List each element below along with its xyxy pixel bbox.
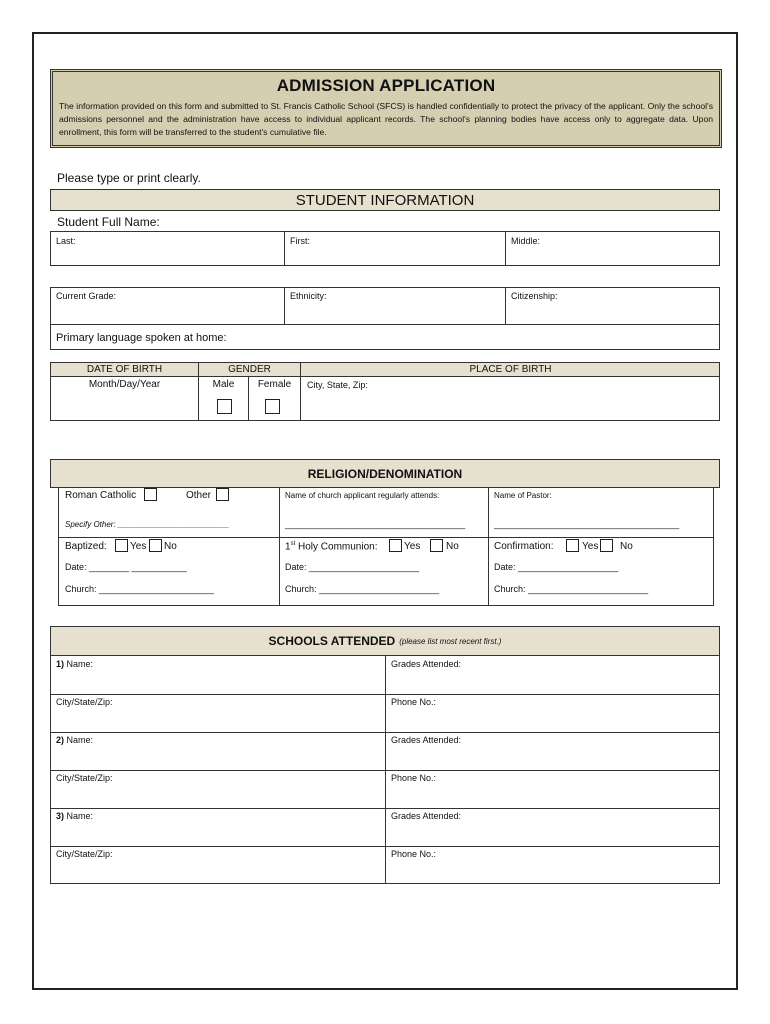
female-checkbox[interactable] [265, 399, 280, 414]
pob-label: City, State, Zip: [307, 380, 368, 390]
divider [50, 770, 720, 771]
divider [50, 324, 720, 325]
divider [284, 287, 285, 324]
school-1-grades-field[interactable] [391, 659, 716, 691]
church-attends-field[interactable]: ____________________________________ [285, 519, 466, 529]
confirmation-label: Confirmation: [494, 541, 554, 552]
phone-label: Phone No.: [391, 773, 437, 783]
privacy-notice: The information provided on this form and submitted to St. Francis Catholic School (SFCS) is handled confidentially to protect the privacy of the applicant. Only the school's admissions personnel and the administration have access to individual applicant records. The school's planning bodies have access only to aggregate data. Upon enrollment, this form will be transferred to the student's cumulative file. [59, 101, 713, 137]
communion-date-field[interactable]: Date: ______________________ [285, 562, 420, 572]
school-2-grades-field[interactable] [391, 735, 716, 767]
instructions: Please type or print clearly. [57, 171, 201, 185]
schools-section-header [50, 626, 720, 656]
communion-no-label: No [446, 541, 459, 552]
baptized-yes-label: Yes [130, 541, 147, 552]
schools-section-title: SCHOOLS ATTENDED [268, 634, 396, 648]
other-checkbox[interactable] [216, 488, 229, 501]
religion-section-title: RELIGION/DENOMINATION [307, 466, 463, 481]
first-name-label: First: [290, 236, 310, 246]
divider [50, 732, 720, 733]
communion-church-field[interactable]: Church: ________________________ [285, 584, 440, 594]
school-1-city-field[interactable] [56, 697, 381, 729]
citizenship-label: Citizenship: [511, 291, 558, 301]
schools-section-note: (please list most recent first.) [399, 636, 502, 646]
divider [50, 694, 720, 695]
roman-catholic-label: Roman Catholic [65, 490, 137, 501]
divider [58, 537, 714, 538]
student-section-title: STUDENT INFORMATION [295, 191, 475, 209]
divider [50, 846, 720, 847]
gender-header: GENDER [228, 364, 271, 375]
first-name-field[interactable] [290, 236, 500, 262]
male-checkbox[interactable] [217, 399, 232, 414]
full-name-label: Student Full Name: [57, 215, 160, 229]
divider [50, 808, 720, 809]
confirmation-yes-checkbox[interactable] [566, 539, 579, 552]
communion-number: 1 [285, 541, 291, 553]
baptized-label: Baptized: [65, 541, 107, 552]
confirmation-no-label: No [620, 541, 633, 552]
school-1-name-field[interactable] [56, 659, 381, 691]
school-2-phone-field[interactable] [391, 773, 716, 805]
baptism-church-field[interactable]: Church: _______________________ [65, 584, 215, 594]
primary-language-label: Primary language spoken at home: [56, 332, 227, 344]
communion-label [285, 541, 378, 552]
school-3-name-field[interactable] [56, 811, 381, 843]
school-2-number: 2) [56, 735, 65, 745]
ethnicity-field[interactable] [290, 291, 500, 321]
baptism-date-field[interactable]: Date: ________ ___________ [65, 562, 187, 572]
school-1-number: 1) [56, 659, 65, 669]
dob-header: DATE OF BIRTH [86, 364, 163, 375]
grades-attended-label: Grades Attended: [391, 735, 462, 745]
last-name-label: Last: [56, 236, 76, 246]
school-3-number: 3) [56, 811, 65, 821]
school-2-name-field[interactable] [56, 735, 381, 767]
last-name-field[interactable] [56, 236, 281, 262]
school-2-city-field[interactable] [56, 773, 381, 805]
pastor-label: Name of Pastor: [494, 491, 552, 500]
student-section-header [50, 189, 720, 211]
middle-name-label: Middle: [511, 236, 541, 246]
religion-section-header [50, 459, 720, 488]
divider [284, 231, 285, 266]
communion-no-checkbox[interactable] [430, 539, 443, 552]
confirmation-date-field[interactable]: Date: ____________________ [494, 562, 619, 572]
confirmation-church-field[interactable]: Church: ________________________ [494, 584, 649, 594]
phone-label: Phone No.: [391, 697, 437, 707]
divider [505, 231, 506, 266]
grades-attended-label: Grades Attended: [391, 659, 462, 669]
current-grade-label: Current Grade: [56, 291, 117, 301]
divider [279, 488, 280, 606]
phone-label: Phone No.: [391, 849, 437, 859]
baptized-no-checkbox[interactable] [149, 539, 162, 552]
confirmation-no-checkbox[interactable] [600, 539, 613, 552]
header-panel [50, 69, 722, 148]
school-name-label: Name: [64, 659, 94, 669]
pob-header: PLACE OF BIRTH [469, 364, 552, 375]
grades-attended-label: Grades Attended: [391, 811, 462, 821]
school-3-city-field[interactable] [56, 849, 381, 881]
other-label: Other [186, 490, 212, 501]
communion-text: Holy Communion: [295, 541, 378, 553]
school-1-phone-field[interactable] [391, 697, 716, 729]
divider [505, 287, 506, 324]
baptized-yes-checkbox[interactable] [115, 539, 128, 552]
confirmation-yes-label: Yes [582, 541, 599, 552]
pastor-field[interactable]: _____________________________________ [494, 519, 680, 529]
school-3-phone-field[interactable] [391, 849, 716, 881]
communion-yes-label: Yes [404, 541, 421, 552]
school-3-grades-field[interactable] [391, 811, 716, 843]
baptized-no-label: No [164, 541, 177, 552]
church-attends-label: Name of church applicant regularly attends: [285, 491, 440, 500]
dob-format-label: Month/Day/Year [88, 379, 161, 390]
roman-catholic-checkbox[interactable] [144, 488, 157, 501]
divider [50, 376, 720, 377]
school-name-label: Name: [64, 811, 94, 821]
citizenship-field[interactable] [511, 291, 716, 321]
specify-other-field[interactable]: Specify Other: _________________________ [65, 520, 230, 529]
male-label: Male [212, 379, 235, 390]
place-of-birth-field[interactable] [307, 380, 715, 417]
current-grade-field[interactable] [56, 291, 281, 321]
female-label: Female [257, 379, 292, 390]
primary-language-field[interactable] [56, 332, 716, 347]
middle-name-field[interactable] [511, 236, 716, 262]
communion-suffix-ordinal: st [290, 541, 296, 547]
page-title: ADMISSION APPLICATION [276, 76, 496, 95]
school-name-label: Name: [64, 735, 94, 745]
divider [488, 488, 489, 606]
city-state-zip-label: City/State/Zip: [56, 849, 113, 859]
communion-yes-checkbox[interactable] [389, 539, 402, 552]
city-state-zip-label: City/State/Zip: [56, 697, 113, 707]
city-state-zip-label: City/State/Zip: [56, 773, 113, 783]
ethnicity-label: Ethnicity: [290, 291, 327, 301]
